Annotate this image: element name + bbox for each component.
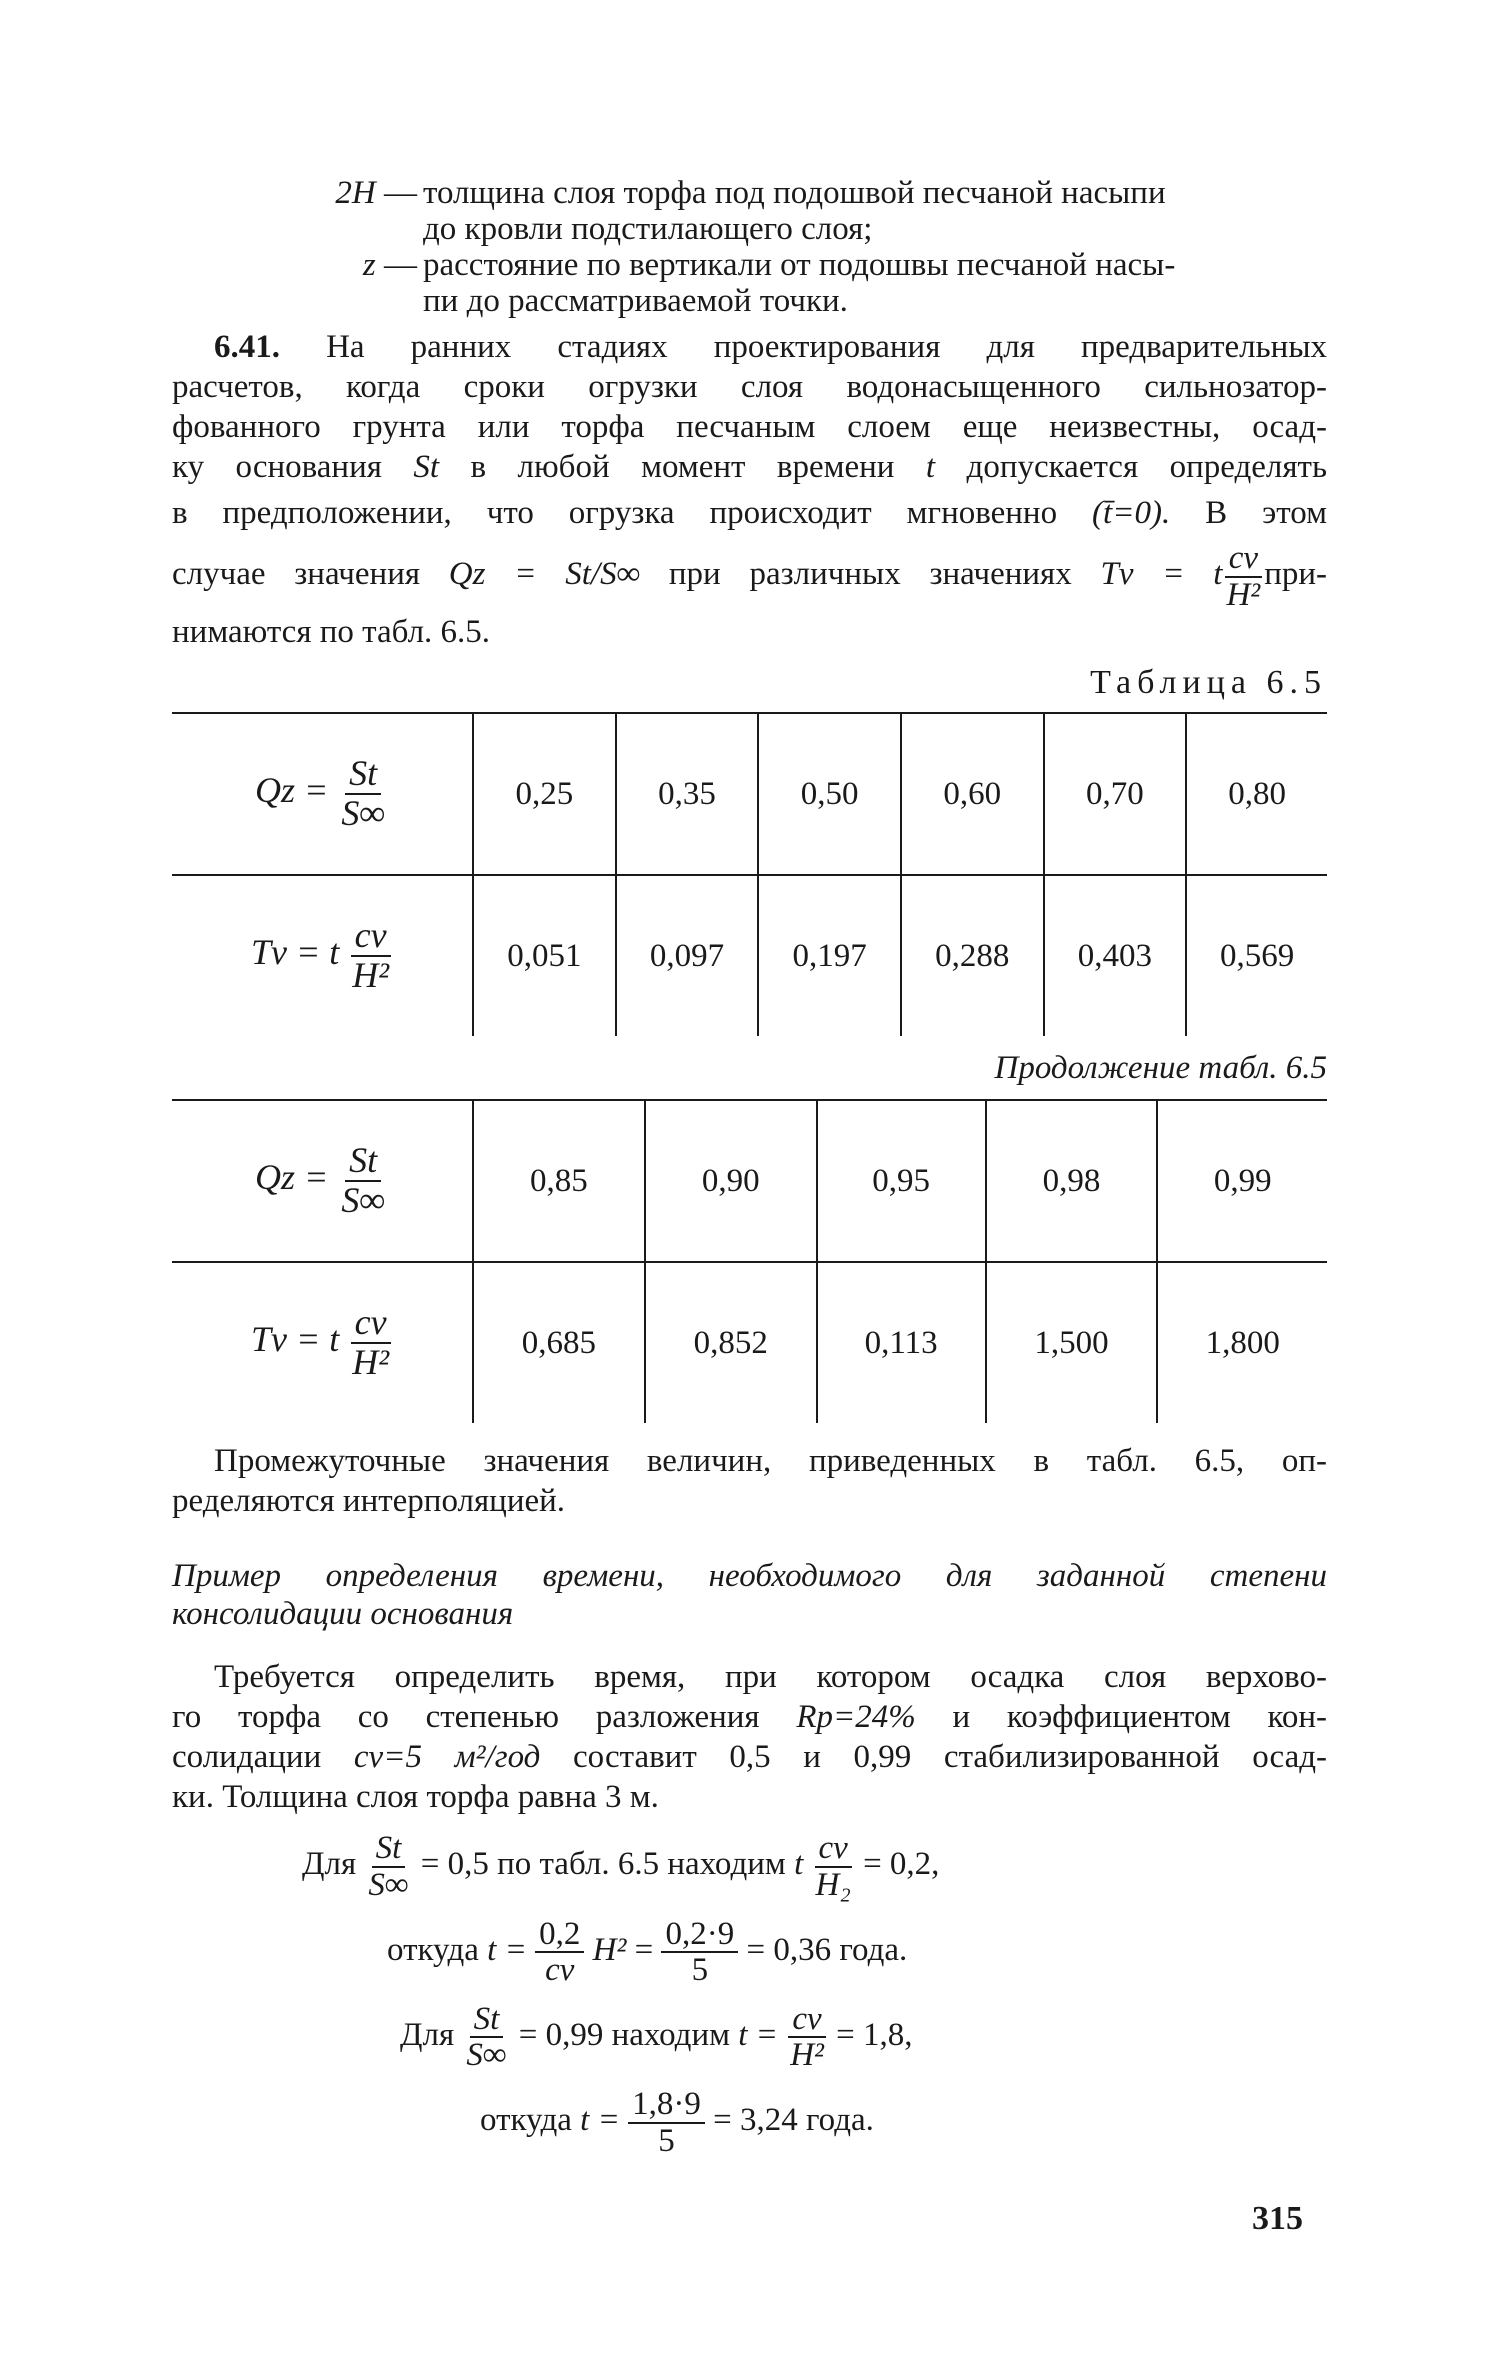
fraction <box>1222 541 1264 612</box>
table-row-qz <box>172 1100 1327 1262</box>
table-cell: 0,80 <box>1186 713 1327 875</box>
math-expression: Qz = St/S∞ <box>448 556 641 593</box>
paragraph-text: расчетов, когда сроки огрузки слоя водонасыщенного сильнозатор- <box>172 369 1327 405</box>
definition-term: 2H <box>335 175 376 211</box>
paragraph-text: случае значения <box>172 556 421 593</box>
table-row-tv <box>172 875 1327 1036</box>
table-cell: 0,197 <box>758 875 901 1036</box>
table-cell: 0,99 <box>1157 1100 1327 1262</box>
paragraph-text: ределяются интерполяцией. <box>172 1483 566 1520</box>
table-cell: 0,097 <box>616 875 759 1036</box>
definition-text: до кровли подстилающего слоя; <box>423 211 873 247</box>
interpolation-note <box>172 1441 1327 1521</box>
table-cell: 0,70 <box>1044 713 1187 875</box>
example-heading <box>172 1557 1327 1633</box>
page-content <box>172 175 1327 2158</box>
equation-2: откуда t = $\frac{0,2}{cv}$ H² = $\frac{0,2\cdot 9}{5}$ = 0,36 года. <box>387 1915 908 1989</box>
table-cell: 0,288 <box>901 875 1044 1036</box>
definitions-list <box>327 175 1327 319</box>
table-cell: 1,500 <box>986 1262 1158 1423</box>
table-6-5 <box>172 712 1327 1036</box>
fraction-denominator: H² <box>1226 576 1261 613</box>
table-cell: 0,25 <box>473 713 616 875</box>
paragraph-number: 6.41. <box>214 329 280 365</box>
paragraph-text: В этом <box>1205 495 1328 531</box>
paragraph-text: в предположении, что огрузка происходит мгновенно <box>172 495 1058 531</box>
table-cell: 0,85 <box>473 1100 645 1262</box>
paragraph-text: го торфа со степенью разложения <box>172 1699 760 1736</box>
heading-text: Пример определения времени, необходимого для заданной степени <box>172 1558 1327 1595</box>
row-header-tv: Tv = t $\frac{cv}{\text{H²}}$ <box>172 1262 473 1423</box>
math-symbol: t <box>925 449 936 485</box>
paragraph-6-41 <box>172 327 1327 652</box>
paragraph-text: ку основания <box>172 449 382 485</box>
table-cell: 0,403 <box>1044 875 1187 1036</box>
table-cell: 0,051 <box>473 875 616 1036</box>
math-symbol: St <box>413 449 440 485</box>
table-cell: 0,98 <box>986 1100 1158 1262</box>
paragraph-text: солидации <box>172 1739 322 1776</box>
heading-text: консолидации основания <box>172 1596 514 1633</box>
table-row-qz <box>172 713 1327 875</box>
row-header-tv: Tv = t $\frac{cv}{\text{H²}}$ <box>172 875 473 1036</box>
paragraph-text: в любой момент времени <box>470 449 895 485</box>
page-number: 315 <box>1252 2200 1303 2237</box>
equation-1: Для $\frac{St}{S\infty}$ = 0,5 по табл. 6.5 находим t $\frac{cv}{\text{H₂}}$ = 0,2, <box>302 1830 940 1903</box>
table-cell: 0,50 <box>758 713 901 875</box>
row-header-qz: Qz = $\frac{St}{S\infty}$ <box>172 713 473 875</box>
paragraph-text: нимаются по табл. 6.5. <box>172 614 491 651</box>
row-header-qz: Qz = $\frac{St}{S\infty}$ <box>172 1100 473 1262</box>
example-text <box>172 1657 1327 1817</box>
table-cell: 0,113 <box>817 1262 986 1423</box>
paragraph-text: составит 0,5 и 0,99 стабилизированной осад- <box>573 1739 1328 1776</box>
paragraph-text: Промежуточные значения величин, приведенных в табл. 6.5, оп- <box>214 1443 1327 1480</box>
table-row-tv <box>172 1262 1327 1423</box>
table-cell: 0,569 <box>1186 875 1327 1036</box>
definition-text: пи до рассматриваемой точки. <box>423 283 848 319</box>
paragraph-text: при различных значениях <box>668 556 1072 593</box>
paragraph-text: допускается определять <box>966 449 1327 485</box>
table-caption: Таблица 6.5 <box>1090 664 1327 702</box>
paragraph-text: На ранних стадиях проектирования для предварительных <box>326 329 1328 365</box>
table-cell: 0,35 <box>616 713 759 875</box>
table-cell: 0,852 <box>645 1262 817 1423</box>
paragraph-text: ки. Толщина слоя торфа равна 3 м. <box>172 1779 659 1816</box>
table-cell: 0,685 <box>473 1262 645 1423</box>
table-cell: 0,60 <box>901 713 1044 875</box>
table-cell: 0,90 <box>645 1100 817 1262</box>
math-expression: Rр=24% <box>796 1699 916 1736</box>
definition-text: расстояние по вертикали от подошвы песчаной насы- <box>423 247 1176 283</box>
table-cell: 0,95 <box>817 1100 986 1262</box>
math-expression: (t̄=0). <box>1092 495 1171 531</box>
fraction-numerator: cv <box>1225 541 1262 578</box>
paragraph-text: фованного грунта или торфа песчаным слоем еще неизвестны, осад- <box>172 409 1327 445</box>
definition-dash: — <box>375 175 417 211</box>
table-cell: 1,800 <box>1157 1262 1327 1423</box>
paragraph-text: при- <box>1264 556 1328 593</box>
equation-4: откуда t = $\frac{1,8\cdot 9}{5}$ = 3,24 года. <box>480 2086 874 2159</box>
paragraph-text: и коэффициентом кон- <box>952 1699 1328 1736</box>
definition-z <box>327 247 1327 319</box>
definition-term: z <box>362 247 376 283</box>
table-caption-continued: Продолжение табл. 6.5 <box>994 1050 1327 1087</box>
definition-2h <box>327 175 1327 247</box>
math-expression: cv=5 м²/год <box>353 1739 541 1776</box>
paragraph-text: Требуется определить время, при котором осадка слоя верхово- <box>214 1659 1327 1696</box>
definition-dash: — <box>375 247 417 283</box>
equation-3: Для $\frac{St}{S\infty}$ = 0,99 находим t = $\frac{cv}{\text{H²}}$ = 1,8, <box>400 2000 913 2074</box>
math-expression: Tv = t <box>1100 556 1223 593</box>
definition-text: толщина слоя торфа под подошвой песчаной насыпи <box>423 175 1166 211</box>
table-6-5-continued <box>172 1099 1327 1423</box>
